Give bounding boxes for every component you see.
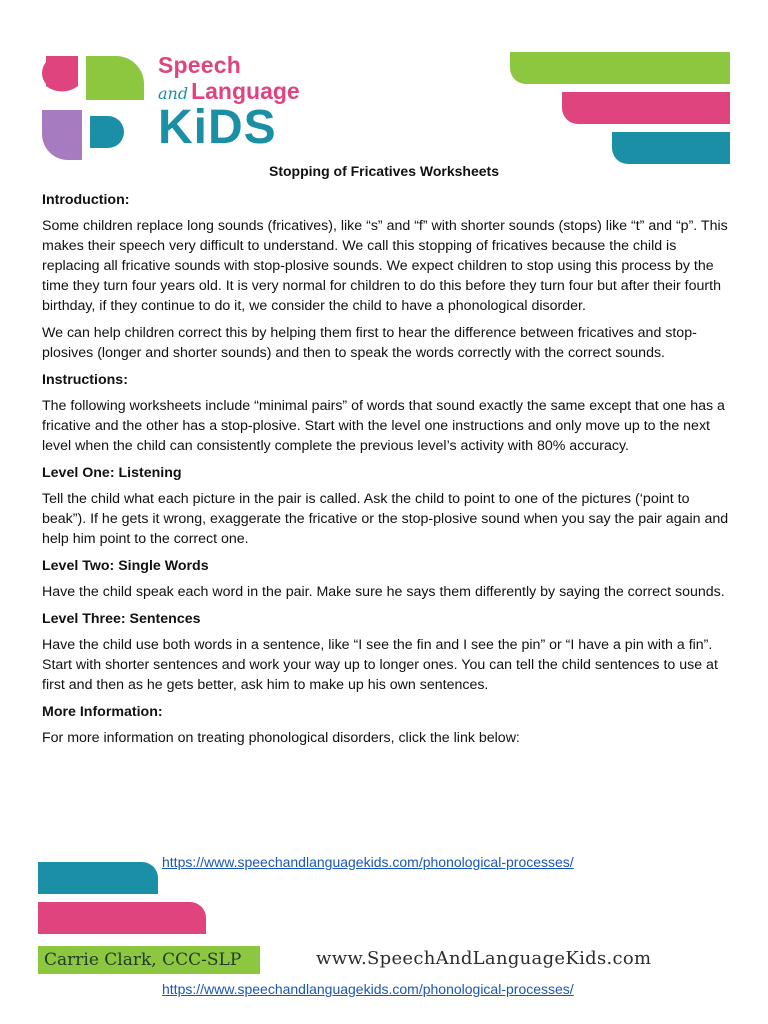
- decorative-stripes-top: [510, 52, 768, 167]
- decorative-stripes-bottom: [38, 862, 218, 938]
- more-information-paragraph: For more information on treating phonological disorders, click the link below:: [42, 730, 520, 746]
- level-three-heading: Level Three: Sentences: [42, 611, 201, 627]
- bottom-phonological-processes-link[interactable]: https://www.speechandlanguagekids.com/phonological-processes/: [162, 981, 574, 997]
- instructions-heading: Instructions:: [42, 372, 128, 388]
- logo-mark-icon: [38, 52, 148, 167]
- level-three-paragraph: Have the child use both words in a sentence, like “I see the fin and I see the pin” or “I have a pin with a fin”. Start with shorter sentences and work your way up to longer ones. You can tell the child sentences to use at first and then as he gets better, ask him to make up his own sentences.: [42, 637, 718, 693]
- website-address: www.SpeechAndLanguageKids.com: [316, 948, 652, 969]
- instructions-paragraph: The following worksheets include “minimal pairs” of words that sound exactly the same except that one has a fricative and the other has a stop-plosive. Start with the level one instructions and only move up to the next level when the child can consistently complete the previous level’s activity with 80% accuracy.: [42, 398, 725, 454]
- more-information-heading: More Information:: [42, 704, 163, 720]
- logo-text-speech: Speech: [158, 52, 242, 78]
- speech-and-language-kids-logo: [38, 52, 308, 167]
- level-two-paragraph: Have the child speak each word in the pair. Make sure he says them differently by saying the correct sounds.: [42, 584, 725, 600]
- introduction-paragraph-2: We can help children correct this by helping them first to hear the difference between fricatives and stop-plosives (longer and shorter sounds) and then to speak the words correctly with the correct sounds.: [42, 325, 697, 361]
- page-title: Stopping of Fricatives Worksheets: [268, 163, 499, 179]
- logo-text-and: and: [158, 84, 189, 103]
- phonological-processes-link[interactable]: https://www.speechandlanguagekids.com/phonological-processes/: [162, 854, 574, 870]
- introduction-paragraph-1: Some children replace long sounds (fricatives), like “s” and “f” with shorter sounds (stops) like “t” and “p”. This makes their speech very difficult to understand. We call this stopping of fricatives because the child is replacing all fricative sounds with stop-plosive sounds. We expect children to stop using this process by the time they turn four years old. It is very normal for children to do this before they turn four but after their fourth birthday, if they continue to do it, we consider the child to have a phonological disorder.: [42, 218, 728, 314]
- document-body: [42, 190, 732, 755]
- level-two-heading: Level Two: Single Words: [42, 558, 209, 574]
- level-one-paragraph: Tell the child what each picture in the pair is called. Ask the child to point to one of the pictures (‘point to beak”). If he gets it wrong, exaggerate the fricative or the stop-plosive sound when you say the pair again and help him point to the correct one.: [42, 491, 729, 547]
- logo-text-kids: KiDS: [158, 101, 277, 154]
- author-name-banner: Carrie Clark, CCC-SLP: [38, 946, 260, 974]
- level-one-heading: Level One: Listening: [42, 465, 182, 481]
- logo-text-language-word: Language: [191, 78, 300, 104]
- introduction-heading: Introduction:: [42, 192, 130, 208]
